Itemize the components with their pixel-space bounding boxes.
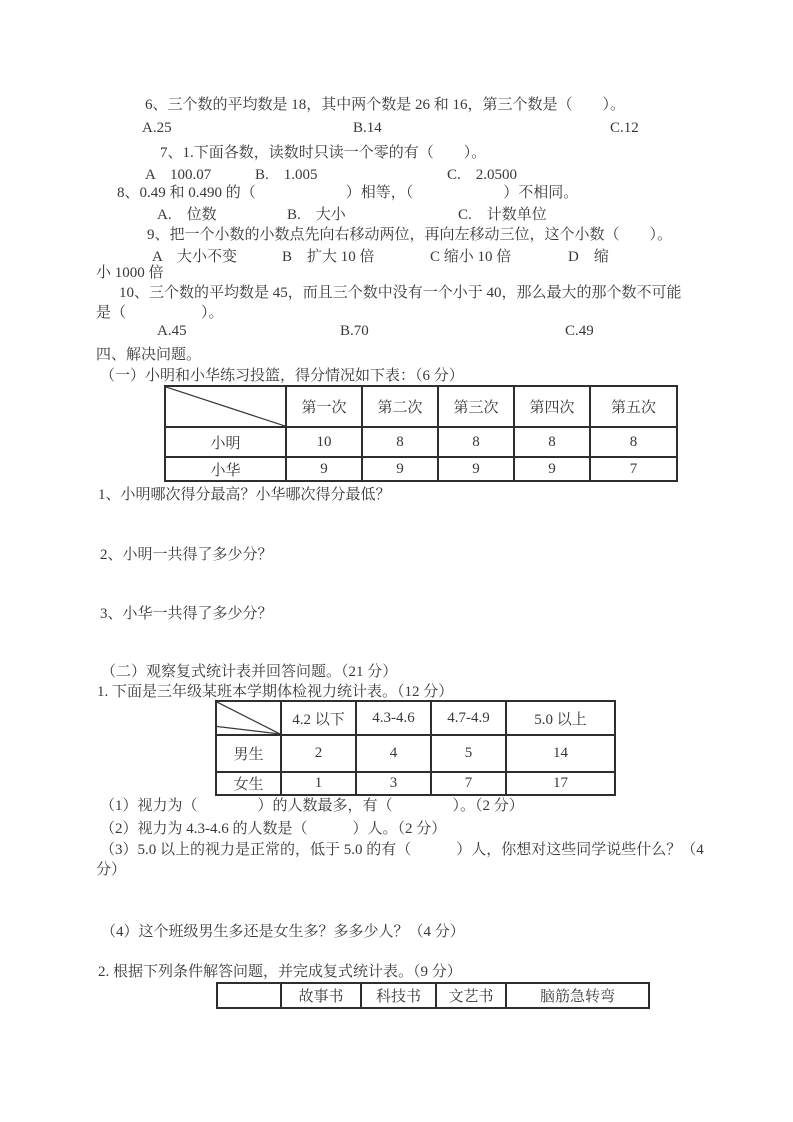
- question-8-options: [0, 203, 793, 222]
- option-b: B.14: [353, 120, 382, 136]
- part-2-question-4: （4）这个班级男生多还是女生多？多多少人？（4 分）: [101, 924, 465, 940]
- table-header-cell: 4.3-4.6: [356, 701, 431, 735]
- table-row: [165, 457, 677, 481]
- option-b: B. 大小: [287, 207, 346, 223]
- diagonal-line-icon: [217, 702, 280, 734]
- question-10-text-line2: 是（ ）。: [96, 305, 224, 321]
- diagonal-line-icon: [166, 387, 285, 426]
- table-cell: 8: [438, 427, 514, 457]
- table-header-cell: 第一次: [286, 386, 362, 427]
- option-a: A 100.07: [145, 167, 212, 183]
- table-header-cell: 第五次: [590, 386, 677, 427]
- option-c: C.12: [610, 120, 639, 136]
- table-cell: 9: [286, 457, 362, 481]
- table-cell: 9: [438, 457, 514, 481]
- diagonal-header-cell: [165, 386, 286, 427]
- question-6-text: 6、三个数的平均数是 18，其中两个数是 26 和 16，第三个数是（ ）。: [145, 97, 626, 113]
- part-1-question-3: 3、小华一共得了多少分？: [100, 606, 273, 622]
- option-a: A 大小不变: [152, 249, 238, 265]
- vision-table: [215, 700, 616, 796]
- option-a: A.25: [142, 120, 172, 136]
- table-cell: 9: [362, 457, 438, 481]
- part-2-question-3-line1: （3）5.0 以上的视力是正常的，低于 5.0 的有（ ）人，你想对这些同学说些什么？（4: [100, 842, 704, 858]
- question-9-options: [0, 245, 793, 264]
- table-cell: 8: [590, 427, 677, 457]
- table-row: [165, 427, 677, 457]
- table-header-cell: 第三次: [438, 386, 514, 427]
- table-cell: 2: [281, 735, 356, 772]
- part-2-intro-2: 2. 根据下列条件解答问题，并完成复式统计表。（9 分）: [98, 964, 462, 980]
- part-1-question-2: 2、小明一共得了多少分？: [100, 547, 273, 563]
- option-b: B.70: [340, 323, 369, 339]
- option-b: B 扩大 10 倍: [282, 249, 375, 265]
- table-cell: 8: [362, 427, 438, 457]
- table-header-row: [165, 386, 677, 427]
- table-header-cell: 脑筋急转弯: [506, 983, 649, 1008]
- table-header-row: [216, 701, 615, 735]
- part-2-question-3-line2: 分）: [96, 862, 127, 878]
- table-cell: 3: [356, 772, 431, 795]
- option-c: C. 计数单位: [458, 207, 547, 223]
- question-7-text: 7、1.下面各数，读数时只读一个零的有（ ）。: [160, 145, 487, 161]
- table-header-cell: 4.7-4.9: [431, 701, 506, 735]
- part-1-title: （一）小明和小华练习投篮，得分情况如下表：（6 分）: [100, 368, 464, 384]
- part-2-intro-1: 1. 下面是三年级某班本学期体检视力统计表。（12 分）: [97, 684, 454, 700]
- question-9-text: 9、把一个小数的小数点先向右移动两位，再向左移动三位，这个小数（ ）。: [147, 227, 673, 243]
- row-label: 女生: [216, 772, 281, 795]
- part-2-title: （二）观察复式统计表并回答问题。（21 分）: [101, 664, 398, 680]
- table-cell: 7: [431, 772, 506, 795]
- table-cell: 14: [506, 735, 615, 772]
- table-header-cell: 故事书: [281, 983, 361, 1008]
- table-header-cell: 第二次: [362, 386, 438, 427]
- option-a: A. 位数: [157, 207, 217, 223]
- option-c: C.49: [565, 323, 594, 339]
- option-b: B. 1.005: [255, 167, 318, 183]
- row-label: 小明: [165, 427, 286, 457]
- table-row: [216, 735, 615, 772]
- table-cell: 1: [281, 772, 356, 795]
- row-label: 男生: [216, 735, 281, 772]
- part-2-question-1: （1）视力为（ ）的人数最多，有（ ）。（2 分）: [100, 798, 524, 814]
- table-header-cell: 第四次: [514, 386, 590, 427]
- table-header-cell: 科技书: [361, 983, 436, 1008]
- table-row: [216, 772, 615, 795]
- table-cell: 5: [431, 735, 506, 772]
- table-header-cell: 4.2 以下: [281, 701, 356, 735]
- table-cell: 17: [506, 772, 615, 795]
- option-c: C. 2.0500: [447, 167, 518, 183]
- table-header-cell: 文艺书: [436, 983, 506, 1008]
- question-10-text-line1: 10、三个数的平均数是 45，而且三个数中没有一个小于 40，那么最大的那个数不可能: [119, 285, 682, 301]
- question-8-text: 8、0.49 和 0.490 的（ ）相等，（ ）不相同。: [117, 185, 579, 201]
- empty-header-cell: [217, 983, 281, 1008]
- part-2-question-2: （2）视力为 4.3-4.6 的人数是（ ）人。（2 分）: [100, 821, 447, 837]
- option-d: D 缩: [568, 249, 609, 265]
- question-6-options: [0, 120, 793, 139]
- option-a: A.45: [157, 323, 187, 339]
- section-4-heading: 四、解决问题。: [96, 347, 202, 363]
- table-header-row: [217, 983, 649, 1008]
- option-c: C 缩小 10 倍: [430, 249, 512, 265]
- row-label: 小华: [165, 457, 286, 481]
- question-9-option-d-wrap: 小 1000 倍: [96, 265, 164, 281]
- books-table: [216, 982, 650, 1009]
- diagonal-header-cell: [216, 701, 281, 735]
- table-cell: 9: [514, 457, 590, 481]
- question-10-options: [0, 323, 793, 342]
- table-cell: 7: [590, 457, 677, 481]
- question-7-options: [0, 163, 793, 182]
- table-header-cell: 5.0 以上: [506, 701, 615, 735]
- table-cell: 4: [356, 735, 431, 772]
- scores-table: [164, 385, 678, 482]
- table-cell: 10: [286, 427, 362, 457]
- table-cell: 8: [514, 427, 590, 457]
- part-1-question-1: 1、小明哪次得分最高？小华哪次得分最低？: [98, 487, 391, 503]
